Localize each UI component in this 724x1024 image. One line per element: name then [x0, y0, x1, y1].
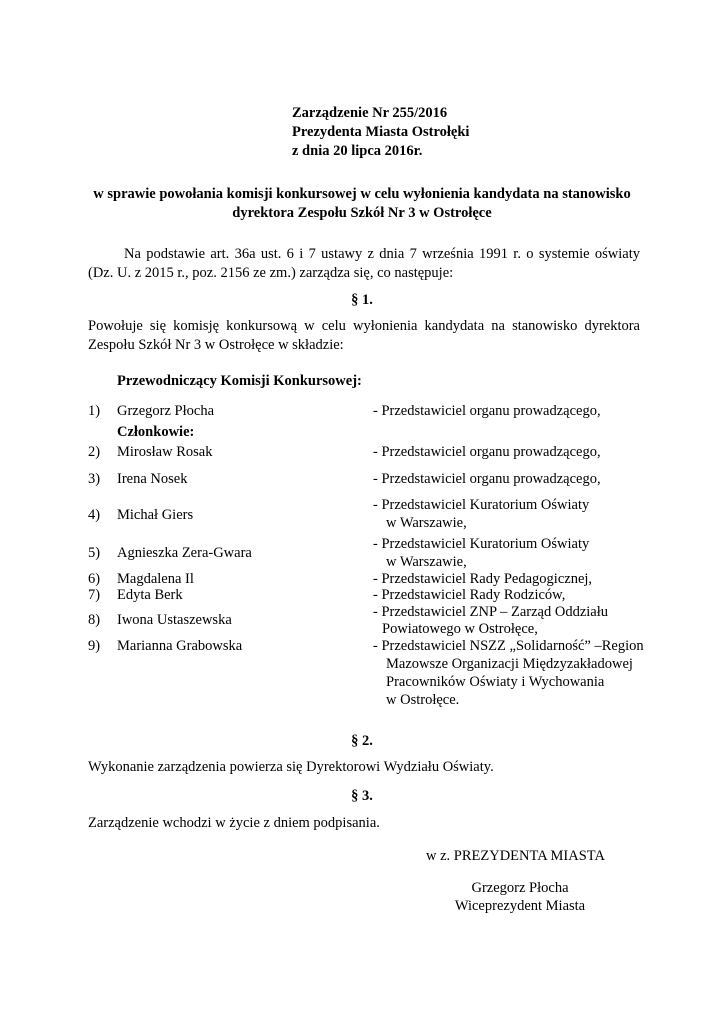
member-role: - Przedstawiciel organu prowadzącego,: [373, 444, 601, 460]
member-number: 1): [88, 403, 101, 419]
member-number: 8): [88, 612, 101, 628]
section-2-text: Wykonanie zarządzenia powierza się Dyrektorowi Wydziału Oświaty.: [88, 759, 494, 775]
member-name: Agnieszka Zera-Gwara: [117, 545, 252, 561]
member-name: Magdalena Il: [117, 571, 194, 587]
member-name: Marianna Grabowska: [117, 638, 243, 654]
member-role-cont: Powiatowego w Ostrołęce,: [382, 621, 538, 637]
member-role: - Przedstawiciel ZNP – Zarząd Oddziału: [373, 604, 609, 620]
member-role-cont: w Warszawie,: [386, 554, 467, 570]
section-1-text-line-1: Powołuje się komisję konkursową w celu wyłonienia kandydata na stanowisko dyrektora: [88, 318, 640, 334]
section-1-title: § 1.: [351, 292, 373, 308]
intro-line-2: (Dz. U. z 2015 r., poz. 2156 ze zm.) zarządza się, co następuje:: [88, 265, 454, 281]
member-name: Iwona Ustaszewska: [117, 612, 232, 628]
member-name: Mirosław Rosak: [117, 444, 213, 460]
member-role: - Przedstawiciel Rady Pedagogicznej,: [373, 571, 593, 587]
member-name: Grzegorz Płocha: [117, 403, 215, 419]
member-number: 9): [88, 638, 101, 654]
signature-on-behalf: w z. PREZYDENTA MIASTA: [426, 848, 605, 864]
member-role-cont: Pracowników Oświaty i Wychowania: [386, 674, 605, 690]
signature-name: Grzegorz Płocha: [471, 880, 569, 896]
member-role: - Przedstawiciel Kuratorium Oświaty: [373, 536, 590, 552]
member-number: 7): [88, 587, 101, 603]
member-role-cont: w Warszawie,: [386, 515, 467, 531]
chair-heading: Przewodniczący Komisji Konkursowej:: [117, 373, 362, 389]
section-2-title: § 2.: [351, 733, 373, 749]
section-1-text-line-2: Zespołu Szkół Nr 3 w Ostrołęce w składzie:: [88, 337, 344, 353]
section-3-title: § 3.: [351, 788, 373, 804]
signature-title: Wiceprezydent Miasta: [454, 898, 586, 914]
subject-line-2: dyrektora Zespołu Szkół Nr 3 w Ostrołęce: [232, 205, 492, 221]
intro-line-1: Na podstawie art. 36a ust. 6 i 7 ustawy z dnia 7 września 1991 r. o systemie oświaty: [124, 246, 640, 262]
member-number: 4): [88, 507, 101, 523]
document-issuer: Prezydenta Miasta Ostrołęki: [292, 124, 470, 140]
member-number: 6): [88, 571, 101, 587]
members-heading: Członkowie:: [117, 424, 195, 440]
member-role-cont: w Ostrołęce.: [386, 692, 460, 708]
member-number: 3): [88, 471, 101, 487]
member-number: 5): [88, 545, 101, 561]
member-number: 2): [88, 444, 101, 460]
member-role-cont: Mazowsze Organizacji Międzyzakładowej: [386, 656, 633, 672]
member-role: - Przedstawiciel Rady Rodziców,: [373, 587, 566, 603]
member-role: - Przedstawiciel organu prowadzącego,: [373, 403, 601, 419]
document-date: z dnia 20 lipca 2016r.: [292, 143, 423, 159]
document-title: Zarządzenie Nr 255/2016: [292, 105, 448, 121]
member-name: Michał Giers: [117, 507, 194, 523]
member-name: Edyta Berk: [117, 587, 183, 603]
section-3-text: Zarządzenie wchodzi w życie z dniem podpisania.: [88, 815, 380, 831]
member-role: - Przedstawiciel NSZZ „Solidarność” –Region: [373, 638, 644, 654]
member-role: - Przedstawiciel Kuratorium Oświaty: [373, 497, 590, 513]
member-name: Irena Nosek: [117, 471, 188, 487]
subject-line-1: w sprawie powołania komisji konkursowej w celu wyłonienia kandydata na stanowisko: [93, 186, 631, 202]
member-role: - Przedstawiciel organu prowadzącego,: [373, 471, 601, 487]
